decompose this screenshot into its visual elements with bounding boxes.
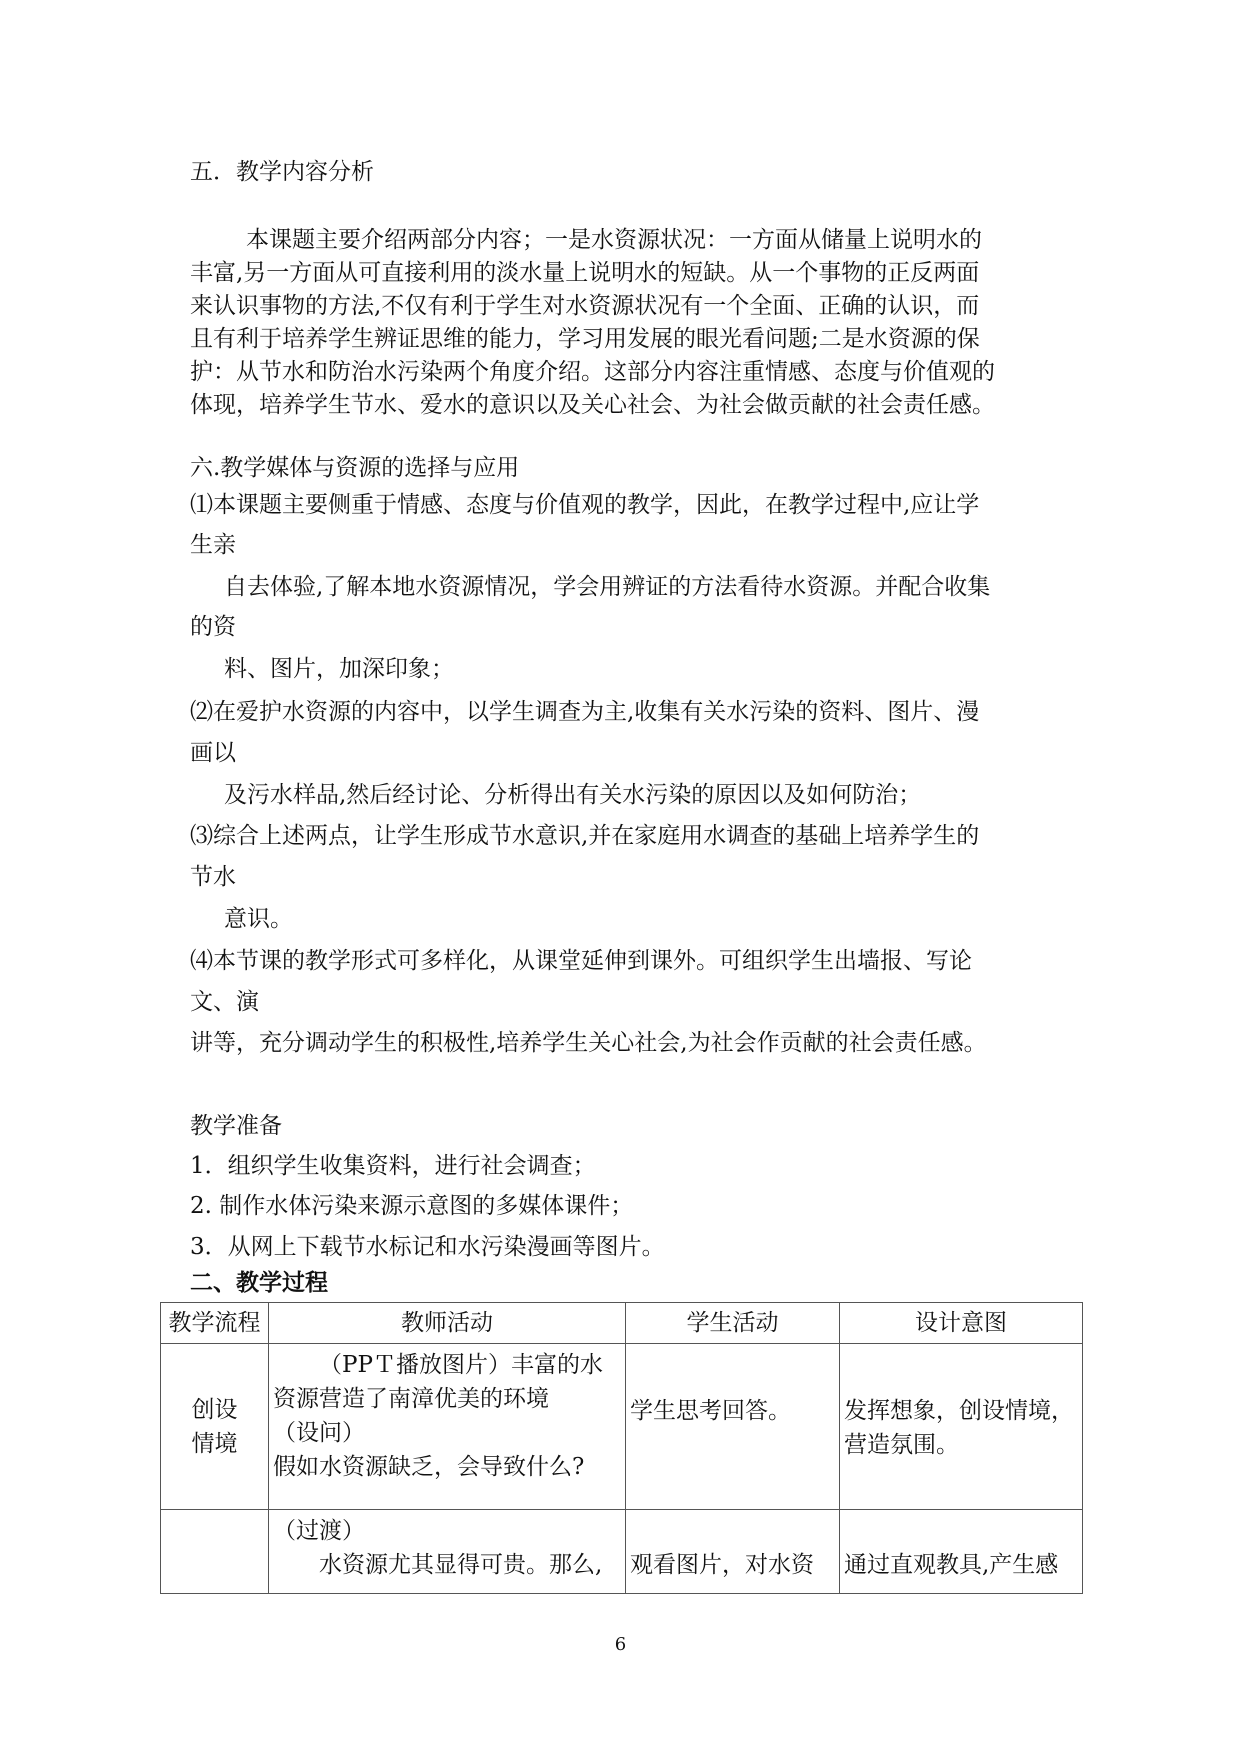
- section6-line: 画以: [190, 740, 236, 766]
- teacher-cell: [269, 1344, 626, 1510]
- stage-cell: [161, 1344, 269, 1510]
- section5-line: 体现，培养学生节水、爱水的意识以及关心社会、为社会做贡献的社会责任感。: [190, 392, 995, 418]
- header-student: 学生活动: [626, 1303, 840, 1344]
- section5-line: 来认识事物的方法,不仅有利于学生对水资源状况有一个全面、正确的认识，而: [190, 293, 980, 319]
- section5-line: 且有利于培养学生辨证思维的能力，学习用发展的眼光看问题;二是水资源的保: [190, 326, 980, 352]
- page-number: 6: [614, 1634, 627, 1655]
- student-cell: 学生思考回答。: [626, 1344, 840, 1510]
- section6-heading: 六.教学媒体与资源的选择与应用: [190, 455, 520, 481]
- stage-label: 创设情境: [191, 1396, 238, 1457]
- teacher-cell: [269, 1510, 626, 1594]
- prep-item: 3．从网上下载节水标记和水污染漫画等图片。: [190, 1234, 665, 1260]
- teacher-line: 假如水资源缺乏，会导致什么?: [273, 1454, 585, 1480]
- section6-line: 节水: [190, 864, 236, 890]
- section6-line: ⑶综合上述两点，让学生形成节水意识,并在家庭用水调查的基础上培养学生的: [190, 823, 980, 849]
- section6-line: 自去体验,了解本地水资源情况，学会用辨证的方法看待水资源。并配合收集: [224, 574, 991, 600]
- student-cell: 观看图片，对水资: [626, 1510, 840, 1594]
- stage-cell: [161, 1510, 269, 1594]
- process-heading: 二、教学过程: [190, 1269, 328, 1296]
- intent-cell: 通过直观教具,产生感: [840, 1510, 1083, 1594]
- table-row: [161, 1344, 1083, 1510]
- teacher-line: （设问）: [273, 1420, 365, 1446]
- section6-line: ⑴本课题主要侧重于情感、态度与价值观的教学，因此，在教学过程中,应让学: [190, 492, 980, 518]
- section6-line: 料、图片，加深印象；: [224, 656, 454, 682]
- process-table: [160, 1302, 1083, 1594]
- table-row: [161, 1510, 1083, 1594]
- section5-line: 丰富,另一方面从可直接利用的淡水量上说明水的短缺。从一个事物的正反两面: [190, 260, 980, 286]
- section5-line: 本课题主要介绍两部分内容；一是水资源状况：一方面从储量上说明水的: [246, 227, 982, 253]
- header-intent: 设计意图: [840, 1303, 1083, 1344]
- prep-item: 2. 制作水体污染来源示意图的多媒体课件；: [190, 1193, 634, 1219]
- section6-line: ⑵在爱护水资源的内容中，以学生调查为主,收集有关水污染的资料、图片、漫: [190, 699, 980, 725]
- section5-line: 护：从节水和防治水污染两个角度介绍。这部分内容注重情感、态度与价值观的: [190, 359, 995, 385]
- header-stage: 教学流程: [161, 1303, 269, 1344]
- teacher-line: 水资源尤其显得可贵。那么,: [319, 1552, 603, 1578]
- teacher-line: （过渡）: [273, 1518, 365, 1544]
- section6-line: ⑷本节课的教学形式可多样化，从课堂延伸到课外。可组织学生出墙报、写论: [190, 948, 972, 974]
- intent-cell: 发挥想象，创设情境，营造氛围。: [840, 1344, 1083, 1510]
- table-header-row: [161, 1303, 1083, 1344]
- teacher-line: （PPＴ播放图片）丰富的水: [319, 1352, 603, 1378]
- section6-line: 文、演: [190, 989, 259, 1015]
- section6-line: 讲等，充分调动学生的积极性,培养学生关心社会,为社会作贡献的社会责任感。: [190, 1030, 987, 1056]
- section6-line: 及污水样品,然后经讨论、分析得出有关水污染的原因以及如何防治；: [224, 782, 922, 808]
- section6-line: 的资: [190, 614, 236, 640]
- teacher-line: 资源营造了南漳优美的环境: [273, 1386, 549, 1412]
- section6-line: 意识。: [224, 906, 293, 932]
- section5-heading: 五．教学内容分析: [190, 159, 374, 185]
- section6-line: 生亲: [190, 532, 236, 558]
- prep-heading: 教学准备: [190, 1113, 282, 1139]
- header-teacher: 教师活动: [269, 1303, 626, 1344]
- prep-item: 1．组织学生收集资料，进行社会调查；: [190, 1153, 596, 1179]
